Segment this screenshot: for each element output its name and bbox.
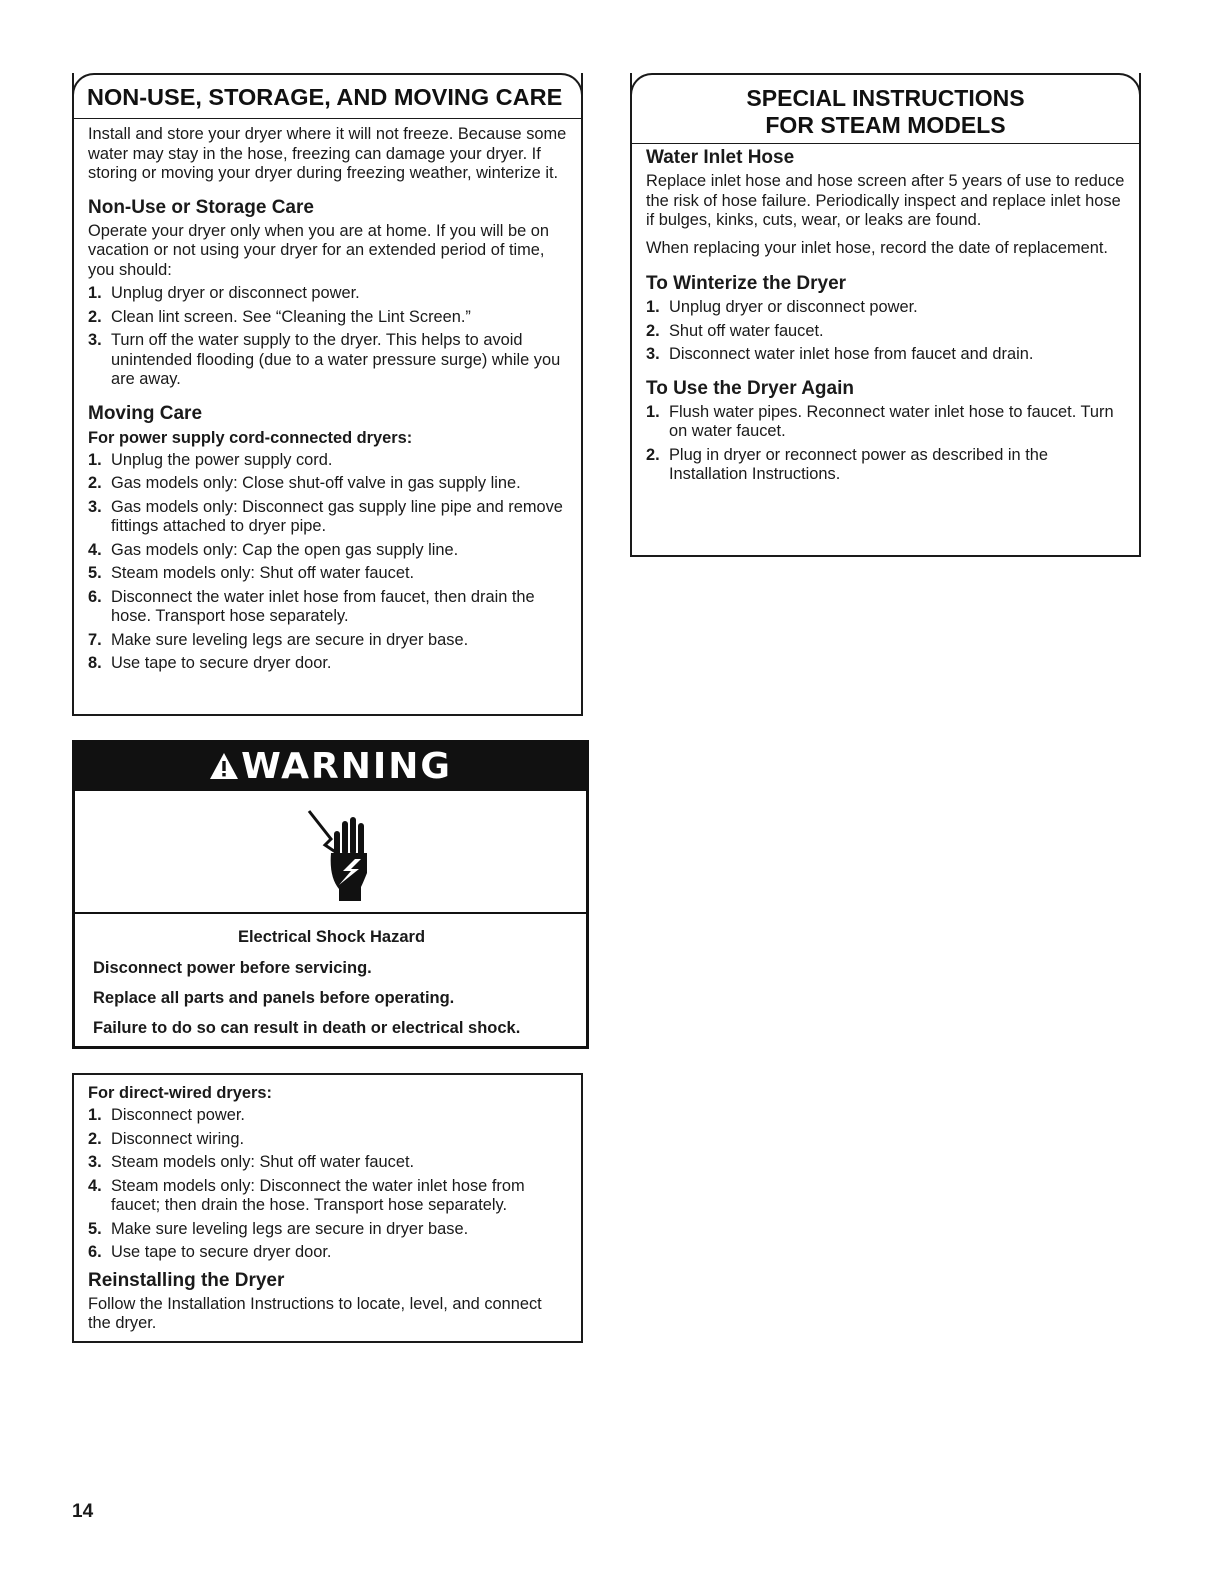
- steam-models-section: [630, 73, 1141, 557]
- hazard-title: Electrical Shock Hazard: [237, 928, 426, 946]
- list-item: 2. Clean lint screen. See “Cleaning the Lint Screen.”: [88, 307, 471, 326]
- hose-text: When replacing your inlet hose, record the date of replacement.: [646, 238, 1108, 257]
- list-item: 3. Gas models only: Disconnect gas supply line pipe and remove fittings attached to dryer pipe.: [88, 497, 563, 535]
- warning-pictogram: [75, 789, 586, 914]
- list-item: 8. Use tape to secure dryer door.: [88, 654, 332, 672]
- list-item: 1. Unplug dryer or disconnect power.: [88, 284, 360, 302]
- hose-text: Replace inlet hose and hose screen after 5 years of use to reduce the risk of hose failure. Periodically inspect and replace inlet hose if bulges, kinks, cuts, wear, or leaks are found.: [646, 172, 1125, 229]
- section-title-line1: SPECIAL INSTRUCTIONS: [746, 85, 1025, 111]
- list-item: 3. Disconnect water inlet hose from faucet and drain.: [646, 345, 1034, 363]
- list-item: 1. Disconnect power.: [88, 1106, 245, 1124]
- storage-heading: Non-Use or Storage Care: [88, 196, 314, 218]
- winter-heading: To Winterize the Dryer: [646, 273, 847, 294]
- cord-heading: For power supply cord-connected dryers:: [88, 428, 413, 447]
- storage-steps: [88, 284, 567, 390]
- list-item: 3. Turn off the water supply to the dryer. This helps to avoid unintended flooding (due to a water pressure surge) while you are away.: [88, 331, 561, 388]
- again-heading: To Use the Dryer Again: [646, 377, 854, 399]
- direct-heading: For direct-wired dryers:: [88, 1084, 272, 1102]
- list-item: 6. Disconnect the water inlet hose from faucet, then drain the hose. Transport hose separately.: [88, 587, 535, 625]
- section-header: [72, 73, 583, 119]
- section-title-line2: FOR STEAM MODELS: [765, 112, 1006, 138]
- warning-title: WARNING: [241, 746, 452, 787]
- list-item: 4. Gas models only: Cap the open gas supply line.: [88, 540, 459, 559]
- list-item: 1. Flush water pipes. Reconnect water inlet hose to faucet. Turn on water faucet.: [646, 402, 1114, 440]
- winter-steps: [646, 298, 1125, 365]
- warning-line: Replace all parts and panels before operating.: [93, 988, 455, 1007]
- cord-steps: [88, 451, 567, 674]
- list-item: 2. Disconnect wiring.: [88, 1129, 244, 1148]
- warning-line: Disconnect power before servicing.: [93, 958, 372, 977]
- again-steps: [646, 403, 1125, 485]
- non-use-storage-section: [72, 73, 583, 716]
- warning-banner: [75, 743, 586, 789]
- list-item: 2. Plug in dryer or reconnect power as described in the Installation Instructions.: [646, 445, 1049, 483]
- electric-shock-hand-icon: [303, 803, 383, 903]
- list-item: 3. Steam models only: Shut off water faucet.: [88, 1153, 415, 1171]
- warning-triangle-icon: [209, 752, 239, 780]
- list-item: 5. Make sure leveling legs are secure in dryer base.: [88, 1219, 469, 1238]
- list-item: 5. Steam models only: Shut off water faucet.: [88, 564, 415, 582]
- reinstall-heading: Reinstalling the Dryer: [88, 1269, 285, 1291]
- section-header: [630, 73, 1141, 144]
- list-item: 1. Unplug the power supply cord.: [88, 450, 333, 469]
- list-item: 2. Gas models only: Close shut-off valve in gas supply line.: [88, 474, 521, 492]
- intro-text: Install and store your dryer where it will not freeze. Because some water may stay in the hose, freezing can damage your dryer. If storing or moving your dryer during freezing weather, winterize it.: [88, 125, 567, 182]
- list-item: 2. Shut off water faucet.: [646, 321, 824, 340]
- list-item: 4. Steam models only: Disconnect the water inlet hose from faucet; then drain the hose. Transport hose separately.: [88, 1176, 525, 1214]
- section-title: NON-USE, STORAGE, AND MOVING CARE: [87, 84, 563, 110]
- reinstall-text: Follow the Installation Instructions to locate, level, and connect the dryer.: [88, 1294, 542, 1332]
- storage-intro: Operate your dryer only when you are at home. If you will be on vacation or not using your dryer for an extended period of time, you should:: [88, 221, 550, 279]
- page-number: 14: [72, 1501, 94, 1522]
- list-item: 7. Make sure leveling legs are secure in dryer base.: [88, 630, 469, 649]
- hose-heading: Water Inlet Hose: [646, 147, 795, 168]
- direct-steps: [88, 1106, 567, 1263]
- warning-line: Failure to do so can result in death or electrical shock.: [93, 1018, 521, 1037]
- warning-text: [75, 914, 586, 1038]
- direct-wired-section: [72, 1073, 583, 1343]
- moving-heading: Moving Care: [88, 402, 203, 424]
- list-item: 6. Use tape to secure dryer door.: [88, 1243, 332, 1261]
- list-item: 1. Unplug dryer or disconnect power.: [646, 298, 918, 316]
- warning-box: [72, 740, 589, 1049]
